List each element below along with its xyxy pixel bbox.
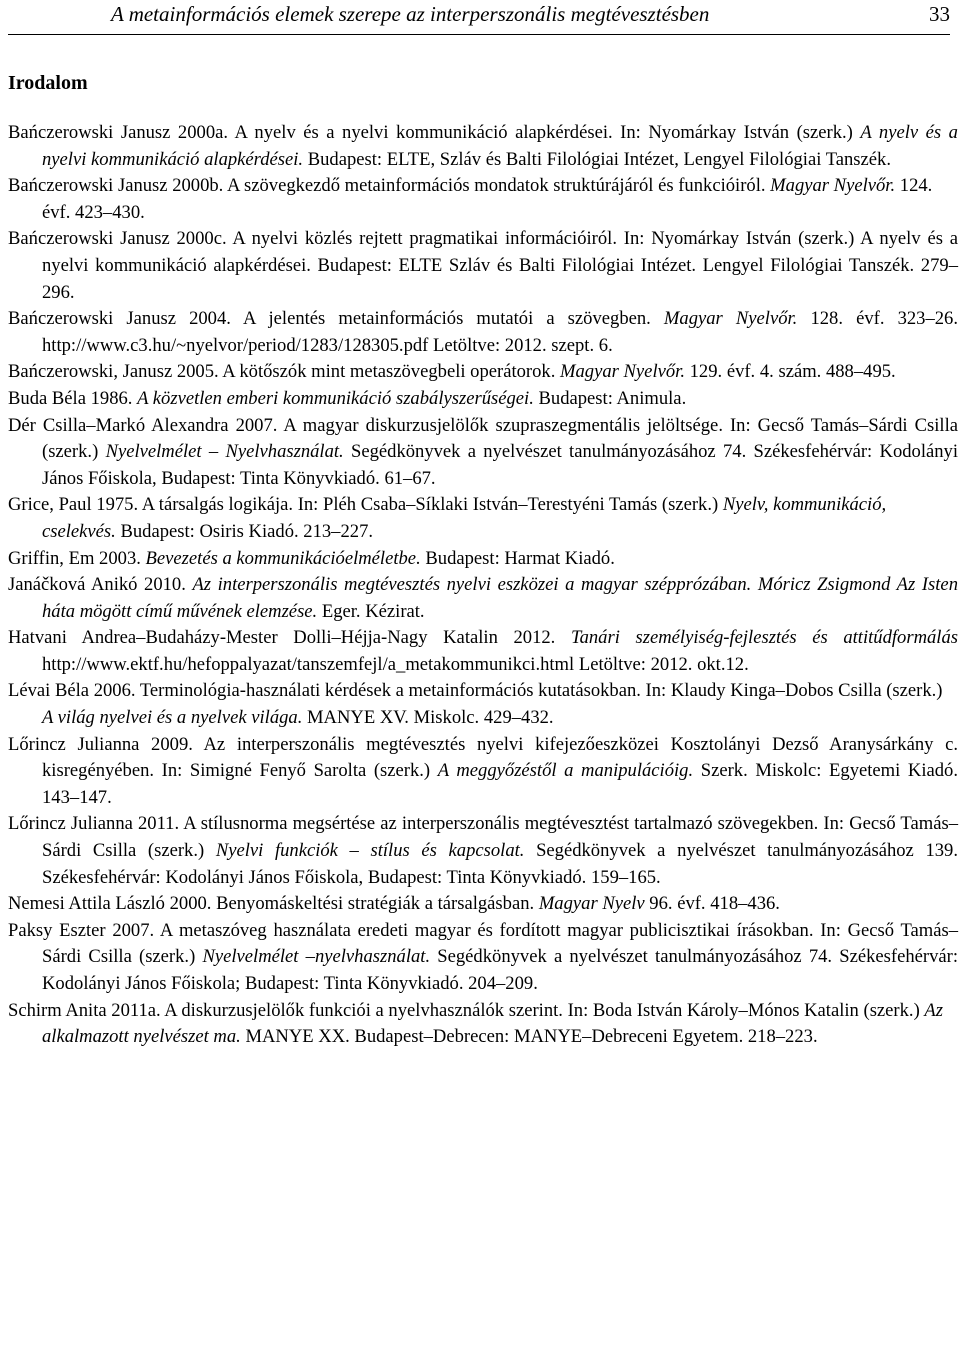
reference-text: Griffin, Em 2003. <box>8 547 146 569</box>
section-title: Irodalom <box>8 72 88 94</box>
reference-text: Bańczerowski Janusz 2000b. A szövegkezdő metainformációs mondatok struktúrájáról és funkcióiról. <box>8 175 771 197</box>
reference-text: Buda Béla 1986. <box>8 387 138 409</box>
reference-entry <box>8 492 958 545</box>
reference-text: Hatvani Andrea–Budaházy-Mester Dolli–Héjja-Nagy Katalin 2012. <box>8 627 571 649</box>
reference-text: Segédkönyvek a nyelvészet tanulmányozásához 74. Székesfehérvár: Kodolányi János Főiskola; Budapest: Tinta Könyvkiadó. 204–209. <box>42 946 958 994</box>
reference-title-italic: Az interperszonális megtévesztés nyelvi eszközei a magyar szépprózában. Móricz Zsigmond Az Isten háta mögött című művének elemzése. <box>42 574 958 622</box>
reference-text: Paksy Eszter 2007. A metaszóveg használata eredeti magyar és fordított magyar publicisztikai írásokban. In: Gecső Tamás–Sárdi Csilla (szerk.) <box>8 919 958 968</box>
reference-text: MANYE XX. Budapest–Debrecen: MANYE–Debreceni Egyetem. 218–223. <box>240 1026 818 1048</box>
reference-list <box>8 120 958 1051</box>
reference-text: Szerk. Miskolc: Egyetemi Kiadó. 143–147. <box>42 760 958 808</box>
reference-entry <box>8 732 958 812</box>
reference-entry <box>8 572 958 625</box>
reference-text: Grice, Paul 1975. A társalgás logikája. In: Pléh Csaba–Síklaki István–Terestyéni Tamás (szerk.) <box>8 494 723 516</box>
reference-text: Budapest: Animula. <box>533 387 687 409</box>
running-header <box>8 0 950 35</box>
reference-entry <box>8 226 958 306</box>
reference-text: 124. évf. 423–430. <box>42 175 933 223</box>
reference-title-italic: Bevezetés a kommunikációelméletbe. <box>145 547 421 569</box>
reference-text: Bańczerowski Janusz 2004. A jelentés metainformációs mutatói a szövegben. <box>8 308 664 330</box>
reference-text: Lőrincz Julianna 2009. Az interperszonális megtévesztés nyelvi kifejezőeszközei Kosztolányi Dezső Aranysárkány c. kisregényében. In: Simigné Fenyő Sarolta (szerk.) <box>8 733 958 782</box>
reference-text: Schirm Anita 2011a. A diskurzusjelölők funkciói a nyelvhasználók szerint. In: Boda István Károly–Mónos Katalin (szerk.) <box>8 999 925 1021</box>
reference-text: Lévai Béla 2006. Terminológia-használati kérdések a metainformációs kutatásokban. In: Klaudy Kinga–Dobos Csilla (szerk.) <box>8 680 943 702</box>
reference-title-italic: Az alkalmazott nyelvészet ma. <box>42 999 944 1048</box>
reference-text: Lőrincz Julianna 2011. A stílusnorma megsértése az interperszonális megtévesztést tartalmazó szövegekben. In: Gecső Tamás–Sárdi Csilla (szerk.) <box>8 813 958 862</box>
reference-entry <box>8 998 958 1051</box>
reference-text: Nemesi Attila László 2000. Benyomáskeltési stratégiák a társalgásban. <box>8 893 539 915</box>
reference-entry <box>8 811 958 891</box>
reference-entry <box>8 173 958 226</box>
reference-entry <box>8 678 958 731</box>
page-number: 33 <box>929 2 950 26</box>
reference-title-italic: A világ nyelvei és a nyelvek világa. <box>42 707 303 729</box>
reference-text: 128. évf. 323–26. http://www.c3.hu/~nyelvor/period/1283/128305.pdf Letöltve: 2012. szept. 6. <box>42 308 958 356</box>
reference-title-italic: Magyar Nyelvőr. <box>663 308 798 330</box>
reference-entry <box>8 413 958 493</box>
reference-text: Budapest: Osiris Kiadó. 213–227. <box>115 520 374 542</box>
reference-entry <box>8 359 958 386</box>
reference-text: Budapest: Harmat Kiadó. <box>420 547 615 569</box>
reference-title-italic: Tanári személyiség-fejlesztés és attitűdformálás <box>570 627 959 649</box>
reference-title-italic: A meggyőzéstől a manipulációig. <box>437 760 694 782</box>
reference-title-italic: Magyar Nyelv <box>538 893 645 915</box>
reference-title-italic: Magyar Nyelvőr. <box>560 361 685 383</box>
reference-text: http://www.ektf.hu/hefoppalyazat/tanszemfejl/a_metakommunikci.html Letöltve: 2012. okt.12. <box>42 653 749 675</box>
reference-text: Janáčková Anikó 2010. <box>8 574 193 596</box>
reference-title-italic: Nyelv, kommunikáció, cselekvés. <box>42 494 887 542</box>
reference-title-italic: Nyelvelmélet – Nyelvhasználat. <box>105 441 344 463</box>
reference-entry <box>8 625 958 678</box>
reference-text: Segédkönyvek a nyelvészet tanulmányozásához 139. Székesfehérvár: Kodolányi János Főiskola, Budapest: Tinta Könyvkiadó. 159–165. <box>42 840 958 888</box>
reference-entry <box>8 306 958 359</box>
reference-text: Segédkönyvek a nyelvészet tanulmányozásához 74. Székesfehérvár: Kodolányi János Főiskola, Budapest: Tinta Könyvkiadó. 61–67. <box>42 441 959 489</box>
reference-text: Dér Csilla–Markó Alexandra 2007. A magyar diskurzusjelölők szupraszegmentális jelöltsége. In: Gecső Tamás–Sárdi Csilla (szerk.) <box>8 414 958 463</box>
reference-title-italic: A nyelv és a nyelvi kommunikáció alapkérdései. <box>42 122 958 170</box>
reference-text: MANYE XV. Miskolc. 429–432. <box>302 707 554 729</box>
reference-title-italic: Nyelvi funkciók – stílus és kapcsolat. <box>215 840 525 862</box>
reference-text: Bańczerowski, Janusz 2005. A kötőszók mint metaszövegbeli operátorok. <box>8 361 561 383</box>
reference-entry <box>8 918 958 998</box>
reference-title-italic: Magyar Nyelvőr. <box>770 175 896 197</box>
reference-text: Eger. Kézirat. <box>317 600 425 622</box>
running-title: A metainformációs elemek szerepe az interperszonális megtévesztésben <box>111 2 710 26</box>
reference-text: 96. évf. 418–436. <box>644 893 780 915</box>
reference-title-italic: A közvetlen emberi kommunikáció szabályszerűségei. <box>137 387 534 409</box>
reference-entry <box>8 891 958 918</box>
reference-entry <box>8 546 958 573</box>
reference-entry <box>8 386 958 413</box>
reference-text: Bańczerowski Janusz 2000a. A nyelv és a nyelvi kommunikáció alapkérdései. In: Nyomárkay István (szerk.) <box>8 122 861 143</box>
reference-text: Bańczerowski Janusz 2000c. A nyelvi közlés rejtett pragmatikai információiról. In: Nyomárkay István (szerk.) A nyelv és a nyelvi kommunikáció alapkérdései. Budapest: ELTE Szláv és Balti Filológiai Intézet. Lengyel Filológiai Tanszék. 279–296. <box>8 228 958 303</box>
reference-text: 129. évf. 4. szám. 488–495. <box>684 361 896 383</box>
reference-entry <box>8 120 958 173</box>
reference-text: Budapest: ELTE, Szláv és Balti Filológiai Intézet, Lengyel Filológiai Tanszék. <box>303 148 891 170</box>
reference-title-italic: Nyelvelmélet –nyelvhasználat. <box>202 946 431 968</box>
